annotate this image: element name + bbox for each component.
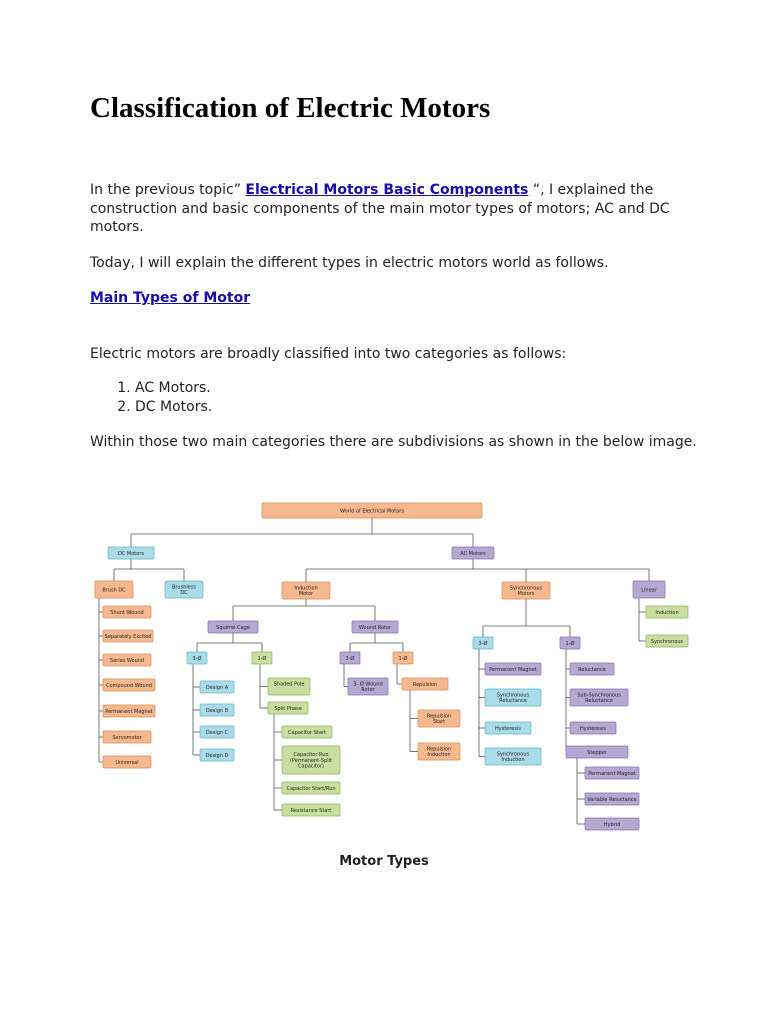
node-root bbox=[262, 503, 482, 518]
node-label-lin-synchronous-0: Synchronous bbox=[650, 638, 684, 645]
node-shaded-pole bbox=[268, 678, 310, 695]
node-label-cap-start-0: Capacitor Start bbox=[288, 729, 326, 736]
node-syn-1ph bbox=[560, 637, 580, 649]
intro-paragraph bbox=[90, 181, 690, 237]
node-label-synchronous-1: Motors bbox=[517, 591, 535, 598]
intro-text-after: “, I explained the construction and basic components of the main motor types of motors; AC and DC motors. bbox=[90, 182, 670, 235]
node-label-syn-1ph-0: 1-Ø bbox=[565, 640, 575, 647]
node-lin-induction bbox=[646, 606, 688, 618]
node-label-wr-3ph-wound-0: 3- Ø Wound bbox=[353, 681, 383, 688]
node-label-design-d-0: Design D bbox=[205, 752, 229, 759]
node-wr-3ph-wound bbox=[348, 678, 388, 695]
motor-category-list bbox=[90, 379, 212, 416]
node-label-compound-0: Compound Wound bbox=[106, 682, 152, 689]
node-label-cap-run-0: Capacitor Run bbox=[293, 752, 329, 759]
broadly-paragraph: Electric motors are broadly classified into two categories as follows: bbox=[90, 346, 567, 362]
electrical-motors-components-link[interactable]: Electrical Motors Basic Components bbox=[245, 182, 529, 198]
node-label-reluctance-0: Reluctance bbox=[578, 666, 606, 673]
node-linear bbox=[633, 581, 665, 598]
node-wr-3ph bbox=[340, 652, 360, 664]
node-stepper bbox=[566, 746, 628, 758]
node-servomotor bbox=[103, 731, 151, 743]
node-label-universal-0: Universal bbox=[115, 759, 139, 766]
node-label-design-a-0: Design A bbox=[205, 684, 229, 691]
node-label-perm-magnet-syn-0: Permanent Magnet bbox=[489, 666, 537, 673]
list-item-ac: 1. AC Motors. bbox=[135, 379, 212, 398]
node-dc bbox=[108, 547, 154, 559]
node-brush-dc bbox=[95, 581, 133, 598]
node-label-servomotor-0: Servomotor bbox=[112, 734, 142, 741]
list-item-dc: 2. DC Motors. bbox=[135, 398, 212, 417]
node-label-series-0: Series Wound bbox=[109, 657, 145, 664]
node-label-synchronous-0: Synchronous bbox=[509, 585, 543, 592]
diagram-caption: Motor Types bbox=[339, 854, 429, 869]
node-cap-run bbox=[282, 746, 340, 774]
node-compound bbox=[103, 679, 155, 691]
node-design-a bbox=[200, 681, 234, 693]
node-label-rep-start-1: Start bbox=[432, 719, 446, 726]
node-label-wr-3ph-0: 3-Ø bbox=[345, 655, 355, 662]
node-label-rep-start-0: Repulsion bbox=[426, 713, 452, 720]
node-label-rep-induction-0: Repulsion bbox=[426, 746, 452, 753]
node-induction bbox=[282, 582, 330, 599]
node-perm-magnet-dc bbox=[103, 705, 155, 717]
node-wr-1ph bbox=[393, 652, 413, 664]
node-label-hysteresis-3-0: Hysteresis bbox=[495, 725, 521, 732]
node-hysteresis-1 bbox=[570, 722, 616, 734]
node-label-brushless-dc-0: Brushless bbox=[171, 584, 197, 591]
node-label-separately-0: Separately Excited bbox=[104, 633, 152, 640]
node-separately bbox=[103, 630, 153, 642]
node-universal bbox=[103, 756, 151, 768]
node-series bbox=[103, 654, 151, 666]
node-label-brushless-dc-1: DC bbox=[180, 590, 188, 597]
page-title: Classification of Electric Motors bbox=[90, 92, 491, 124]
node-label-sub-syn-rel-1: Reluctance bbox=[585, 698, 613, 705]
node-label-wr-1ph-0: 1-Ø bbox=[398, 655, 408, 662]
node-squirrel bbox=[208, 621, 258, 633]
node-variable-rel bbox=[585, 793, 639, 805]
node-syn-reluctance bbox=[485, 689, 541, 706]
connector-lines bbox=[99, 518, 649, 824]
node-syn-induction bbox=[485, 748, 541, 765]
node-label-brush-dc-0: Brush DC bbox=[102, 587, 126, 594]
node-design-b bbox=[200, 704, 234, 716]
node-label-lin-induction-0: Induction bbox=[655, 609, 679, 616]
node-hysteresis-3 bbox=[485, 722, 531, 734]
node-label-resistance-start-0: Resistance Start bbox=[290, 807, 332, 814]
node-sq-3ph bbox=[187, 652, 207, 664]
node-label-syn-3ph-0: 3-Ø bbox=[478, 640, 488, 647]
node-sq-1ph bbox=[252, 652, 272, 664]
node-label-pm-stepper-0: Permanent Magnet bbox=[588, 770, 636, 777]
node-perm-magnet-syn bbox=[485, 663, 541, 675]
node-label-wound-rotor-0: Wound Rotor bbox=[358, 624, 392, 631]
node-label-hysteresis-1-0: Hysteresis bbox=[580, 725, 606, 732]
node-sub-syn-rel bbox=[570, 689, 628, 706]
node-label-syn-induction-1: Induction bbox=[501, 757, 525, 764]
node-label-cap-run-2: Capacitor) bbox=[298, 763, 324, 770]
node-label-variable-rel-0: Variable Reluctance bbox=[587, 796, 637, 803]
node-label-induction-0: Induction bbox=[294, 585, 318, 592]
intro-text-before: In the previous topic” bbox=[90, 182, 241, 198]
motor-tree-svg bbox=[90, 496, 710, 841]
node-wound-rotor bbox=[352, 621, 398, 633]
node-rep-start bbox=[418, 710, 460, 727]
node-label-stepper-0: Stepper bbox=[587, 749, 607, 756]
node-label-ac-0: AC Motors bbox=[460, 550, 486, 557]
node-label-shaded-pole-0: Shaded Pole bbox=[273, 681, 305, 688]
node-shunt bbox=[103, 606, 151, 618]
node-design-d bbox=[200, 749, 234, 761]
node-label-design-c-0: Design C bbox=[205, 729, 229, 736]
node-split-phase bbox=[268, 702, 308, 714]
node-label-cap-start-run-0: Capacitor Start/Run bbox=[286, 785, 336, 792]
within-paragraph: Within those two main categories there are subdivisions as shown in the below image. bbox=[90, 434, 697, 450]
node-lin-synchronous bbox=[646, 635, 688, 647]
node-label-dc-0: DC Motors bbox=[118, 550, 144, 557]
node-label-induction-1: Motor bbox=[298, 591, 314, 598]
node-rep-induction bbox=[418, 743, 460, 760]
today-paragraph: Today, I will explain the different types in electric motors world as follows. bbox=[90, 255, 609, 271]
motor-classification-diagram bbox=[90, 496, 710, 845]
node-label-linear-0: Linear bbox=[641, 587, 657, 594]
main-types-of-motor-link[interactable]: Main Types of Motor bbox=[90, 290, 251, 306]
node-label-shunt-0: Shunt Wound bbox=[110, 609, 144, 616]
node-pm-stepper bbox=[585, 767, 639, 779]
node-label-cap-run-1: (Permanent-Split bbox=[289, 757, 333, 764]
node-resistance-start bbox=[282, 804, 340, 816]
node-label-syn-reluctance-0: Synchronous bbox=[496, 692, 530, 699]
node-label-squirrel-0: Squirrel Cage bbox=[216, 624, 250, 631]
node-label-perm-magnet-dc-0: Permanent Magnet bbox=[105, 708, 153, 715]
node-label-hybrid-0: Hybrid bbox=[603, 821, 621, 828]
node-label-sq-3ph-0: 3-Ø bbox=[192, 655, 202, 662]
node-label-sub-syn-rel-0: Sub-Synchronous bbox=[577, 692, 621, 699]
node-label-root-0: World of Electrical Motors bbox=[340, 508, 404, 515]
node-label-repulsion-0: Repulsion bbox=[412, 681, 438, 688]
node-cap-start-run bbox=[282, 782, 340, 794]
node-label-rep-induction-1: Induction bbox=[427, 752, 451, 759]
node-design-c bbox=[200, 726, 234, 738]
node-synchronous bbox=[502, 582, 550, 599]
node-label-design-b-0: Design B bbox=[205, 707, 229, 714]
node-ac bbox=[452, 547, 494, 559]
node-label-syn-reluctance-1: Reluctance bbox=[499, 698, 527, 705]
node-repulsion bbox=[402, 678, 448, 690]
node-label-syn-induction-0: Synchronous bbox=[496, 751, 530, 758]
node-cap-start bbox=[282, 726, 332, 738]
node-brushless-dc bbox=[165, 581, 203, 598]
node-syn-3ph bbox=[473, 637, 493, 649]
node-label-wr-3ph-wound-1: Rotor bbox=[361, 687, 375, 694]
node-label-sq-1ph-0: 1-Ø bbox=[257, 655, 267, 662]
node-label-split-phase-0: Split Phase bbox=[274, 705, 302, 712]
node-hybrid bbox=[585, 818, 639, 830]
node-reluctance bbox=[570, 663, 614, 675]
